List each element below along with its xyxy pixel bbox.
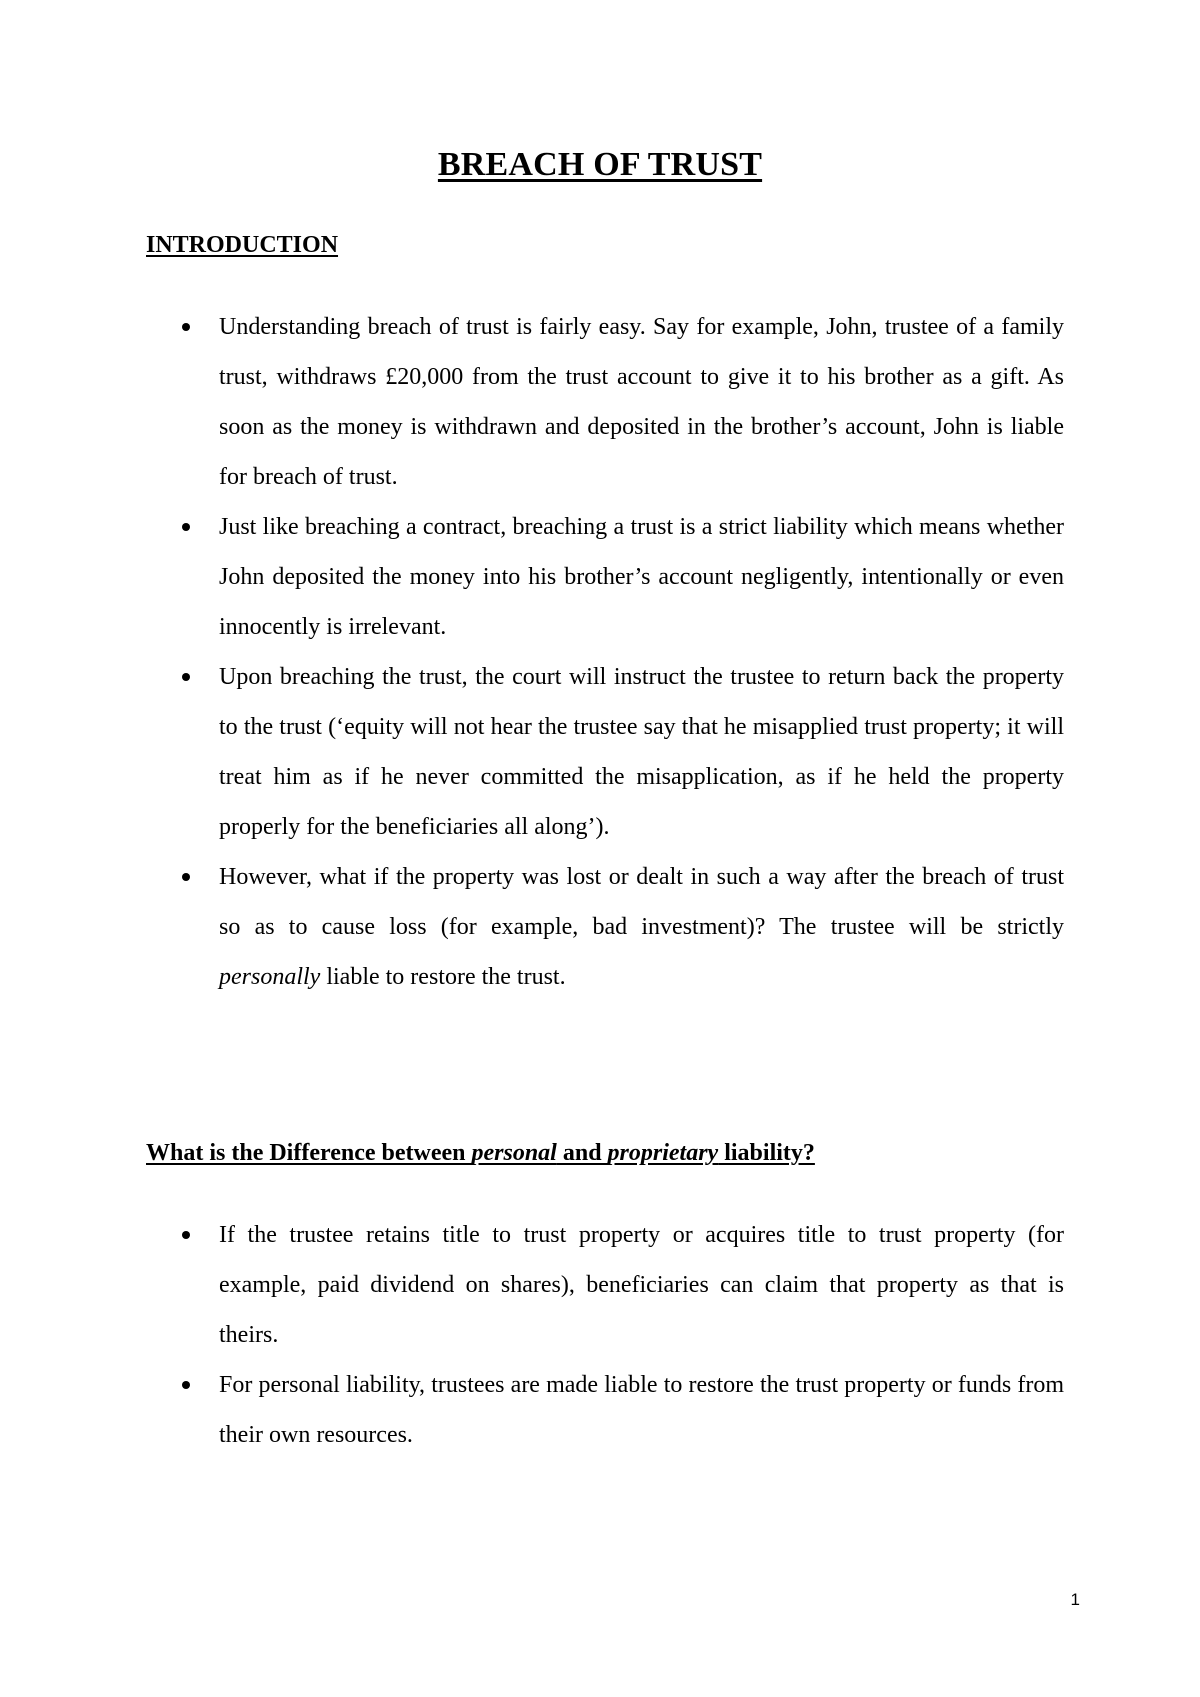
difference-heading [146, 1140, 815, 1167]
heading-text-part: and [556, 1140, 608, 1166]
heading-text-part: What is the Difference between [146, 1140, 472, 1166]
emphasis-personally: personally [219, 964, 321, 990]
list-item [146, 852, 1064, 1002]
bullet-text: Understanding breach of trust is fairly easy. Say for example, John, trustee of a family trust, withdraws £20,000 from the trust account to give it to his brother as a gift. As soon as the money is withdrawn and deposited in the brother’s account, John is liable for breach of trust. [219, 314, 1064, 490]
bullet-text-before: However, what if the property was lost or dealt in such a way after the breach of trust so as to cause loss (for example, bad investment)? The trustee will be strictly [219, 864, 1064, 940]
bullet-icon [182, 673, 190, 681]
bullet-text: Upon breaching the trust, the court will instruct the trustee to return back the property to the trust (‘equity will not hear the trustee say that he misapplied trust property; it will treat him as if he never committed the misapplication, as if he held the property properly for the beneficiaries all along’). [219, 664, 1064, 840]
bullet-icon [182, 523, 190, 531]
list-item [146, 652, 1064, 852]
bullet-icon [182, 873, 190, 881]
bullet-text-after: liable to restore the trust. [320, 964, 566, 990]
bullet-icon [182, 323, 190, 331]
heading-text-part: liability? [718, 1140, 815, 1166]
list-item [146, 302, 1064, 502]
bullet-text: If the trustee retains title to trust property or acquires title to trust property (for example, paid dividend on shares), beneficiaries can claim that property as that is theirs. [219, 1222, 1064, 1348]
bullet-text: Just like breaching a contract, breaching a trust is a strict liability which means whether John deposited the money into his brother’s account negligently, intentionally or even innocently is irrelevant. [219, 514, 1064, 640]
bullet-icon [182, 1381, 190, 1389]
difference-bullet-list [146, 1210, 1064, 1460]
heading-emphasis-personal: personal [471, 1140, 557, 1166]
list-item [146, 1210, 1064, 1360]
document-title: BREACH OF TRUST [437, 146, 763, 183]
list-item [146, 502, 1064, 652]
bullet-icon [182, 1231, 190, 1239]
introduction-bullet-list [146, 302, 1064, 1002]
introduction-heading: INTRODUCTION [146, 232, 339, 258]
page-number: 1 [1070, 1590, 1080, 1609]
bullet-text: For personal liability, trustees are made liable to restore the trust property or funds from their own resources. [219, 1372, 1064, 1448]
heading-emphasis-proprietary: proprietary [607, 1140, 719, 1166]
list-item [146, 1360, 1064, 1460]
